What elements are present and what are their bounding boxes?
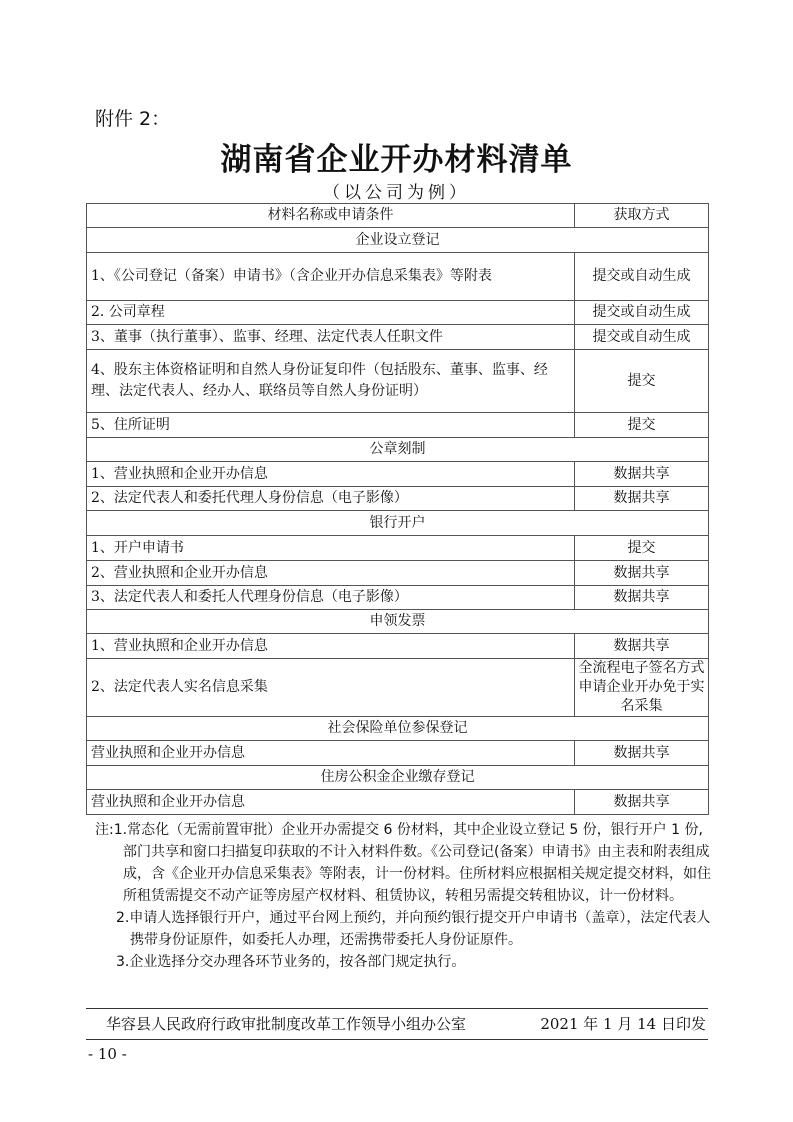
- method-cell: 提交: [575, 536, 709, 561]
- method-cell: 全流程电子签名方式申请企业开办免于实名采集: [575, 659, 709, 717]
- table-row: [87, 413, 709, 438]
- material-cell: 3、法定代表人和委托人代理身份信息（电子影像）: [87, 586, 575, 610]
- footer-bottom-rule: [86, 1039, 708, 1040]
- footer-issuer: 华容县人民政府行政审批制度改革工作领导小组办公室: [106, 1015, 467, 1033]
- table-row: [87, 536, 709, 561]
- header-material: 材料名称或申请条件: [87, 204, 575, 228]
- note-2: 2.申请人选择银行开户，通过平台网上预约，并向预约银行提交开户申请书（盖章），法定代表人携带身份证原件，如委托人办理，还需携带委托人身份证原件。: [116, 910, 711, 948]
- method-cell: 数据共享: [575, 462, 709, 487]
- table-row: [87, 487, 709, 511]
- section-title: 银行开户: [87, 511, 709, 536]
- material-cell: 2. 公司章程: [87, 301, 575, 325]
- table-row: [87, 790, 709, 815]
- material-cell: 2、营业执照和企业开办信息: [87, 561, 575, 586]
- material-cell: 2、法定代表人和委托代理人身份信息（电子影像）: [87, 487, 575, 511]
- section-title: 社会保险单位参保登记: [87, 717, 709, 741]
- method-cell: 数据共享: [575, 790, 709, 815]
- attachment-label: 附件 2：: [95, 108, 171, 130]
- table-row: [87, 325, 709, 350]
- material-cell: 5、住所证明: [87, 413, 575, 438]
- method-cell: 数据共享: [575, 634, 709, 659]
- material-cell: 4、股东主体资格证明和自然人身份证复印件（包括股东、董事、监事、经理、法定代表人、经办人、联络员等自然人身份证明）: [87, 350, 575, 413]
- footer-top-rule: [86, 1008, 708, 1009]
- material-cell: 营业执照和企业开办信息: [87, 741, 575, 766]
- method-cell: 数据共享: [575, 586, 709, 610]
- method-cell: 提交或自动生成: [575, 253, 709, 301]
- header-method: 获取方式: [575, 204, 709, 228]
- document-title: 湖南省企业开办材料清单: [220, 142, 573, 178]
- table-row: [87, 301, 709, 325]
- table-row: [87, 659, 709, 717]
- method-cell: 提交: [575, 413, 709, 438]
- material-cell: 1、开户申请书: [87, 536, 575, 561]
- method-cell: 数据共享: [575, 487, 709, 511]
- footer-imprint: [106, 1013, 706, 1034]
- table-row: [87, 350, 709, 413]
- section-row: [87, 610, 709, 634]
- table-row: [87, 253, 709, 301]
- method-cell: 数据共享: [575, 741, 709, 766]
- table-header-row: [87, 204, 709, 228]
- table-row: [87, 634, 709, 659]
- section-title: 企业设立登记: [87, 228, 709, 253]
- material-cell: 1、营业执照和企业开办信息: [87, 634, 575, 659]
- page-number: - 10 -: [88, 1045, 127, 1063]
- section-row: [87, 511, 709, 536]
- materials-table: [86, 203, 709, 815]
- section-row: [87, 717, 709, 741]
- note-1: 注:1.常态化（无需前置审批）企业开办需提交 6 份材料，其中企业设立登记 5 份，银行开户 1 份,部门共享和窗口扫描复印获取的不计入材料件数。《公司登记(备案）申请书》由主表和附表组成成，含《企业开办信息采集表》等附表，计一份材料。住所材料应根据相关规定提交材料，如住所租赁需提交不动产证等房屋产权材料、租赁协议，转租另需提交转租协议，计一份材料。: [95, 822, 711, 904]
- table-row: [87, 586, 709, 610]
- material-cell: 1、《公司登记（备案）申请书》（含企业开办信息采集表》等附表: [87, 253, 575, 301]
- table-row: [87, 561, 709, 586]
- note-3: 3.企业选择分交办理各环节业务的，按各部门规定执行。: [116, 954, 466, 970]
- section-title: 申领发票: [87, 610, 709, 634]
- method-cell: 提交或自动生成: [575, 325, 709, 350]
- footer-date: 2021 年 1 月 14 日印发: [540, 1015, 706, 1033]
- method-cell: 提交: [575, 350, 709, 413]
- table-row: [87, 462, 709, 487]
- material-cell: 3、董事（执行董事）、监事、经理、法定代表人任职文件: [87, 325, 575, 350]
- table-row: [87, 741, 709, 766]
- section-title: 住房公积金企业缴存登记: [87, 766, 709, 790]
- section-row: [87, 228, 709, 253]
- document-subtitle: （以公司为例）: [323, 183, 470, 203]
- material-cell: 2、法定代表人实名信息采集: [87, 659, 575, 717]
- section-row: [87, 766, 709, 790]
- material-cell: 营业执照和企业开办信息: [87, 790, 575, 815]
- method-cell: 提交或自动生成: [575, 301, 709, 325]
- material-cell: 1、营业执照和企业开办信息: [87, 462, 575, 487]
- section-row: [87, 438, 709, 462]
- method-cell: 数据共享: [575, 561, 709, 586]
- notes: [95, 819, 715, 973]
- section-title: 公章刻制: [87, 438, 709, 462]
